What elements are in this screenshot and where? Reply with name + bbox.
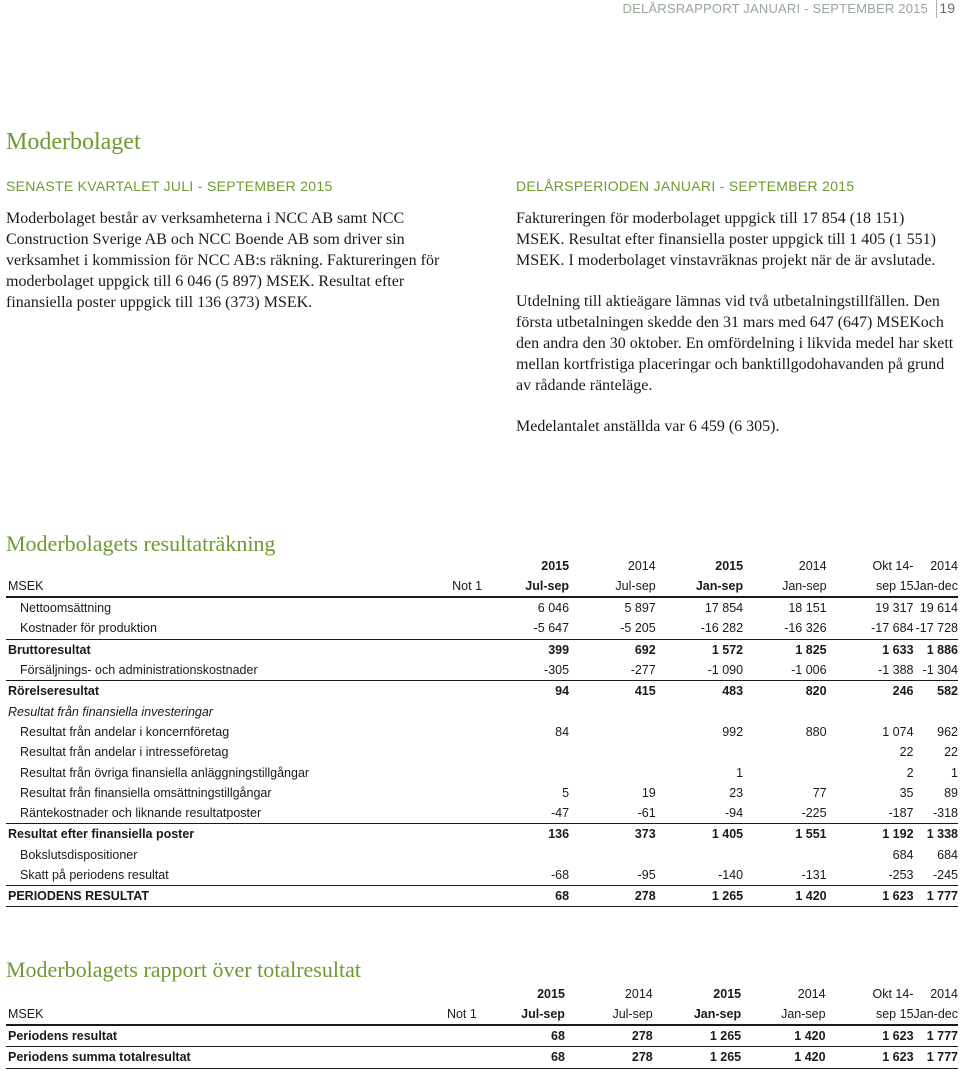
unit-label: MSEK xyxy=(6,1004,296,1025)
row-label: Resultat efter finansiella poster xyxy=(8,827,195,842)
row-label: PERIODENS RESULTAT xyxy=(6,886,482,907)
row-value: 68 xyxy=(482,886,569,907)
table-row xyxy=(6,845,958,865)
page-header xyxy=(0,0,960,24)
row-value: -187 xyxy=(827,803,914,824)
header-row-years xyxy=(6,556,958,576)
table-row xyxy=(6,701,958,721)
column-year-header: 2015 xyxy=(537,987,565,1001)
row-value xyxy=(482,762,569,782)
row-value xyxy=(743,845,827,865)
table-row xyxy=(6,681,958,702)
right-column xyxy=(516,178,956,437)
row-label: Resultat från finansiella investeringar xyxy=(8,704,213,719)
column-period-header: Jul-sep xyxy=(565,1004,653,1025)
column-period-header: Jan-sep xyxy=(741,1004,825,1025)
column-year-header: 2014 xyxy=(930,559,958,573)
row-label: Nettoomsättning xyxy=(20,601,112,616)
row-value: 1 623 xyxy=(826,1025,914,1047)
row-value xyxy=(656,742,743,762)
row-label: Resultat från övriga finansiella anläggningstillgångar xyxy=(20,765,310,780)
row-value: 19 614 xyxy=(919,601,958,616)
row-value: 6 046 xyxy=(537,601,570,616)
row-value: 880 xyxy=(805,724,827,739)
column-period-header: Jan-dec xyxy=(914,1004,958,1025)
row-value: 246 xyxy=(892,684,914,699)
row-label: Periodens summa totalresultat xyxy=(6,1047,477,1068)
column-year-header: 2015 xyxy=(713,987,742,1001)
column-period-header: Jan-dec xyxy=(914,576,958,597)
row-value xyxy=(743,701,827,721)
table-row xyxy=(6,597,958,618)
row-value: 2 xyxy=(906,765,914,780)
row-value: 1 405 xyxy=(711,827,744,842)
row-value: 278 xyxy=(569,886,656,907)
row-value: 89 xyxy=(944,785,958,800)
table-row xyxy=(6,660,958,681)
table-row xyxy=(6,783,958,803)
row-value: 1 xyxy=(951,765,958,780)
header-blank xyxy=(6,556,300,576)
table-row xyxy=(6,618,958,639)
row-value: 1 777 xyxy=(914,886,958,907)
row-value xyxy=(569,701,656,721)
header-blank xyxy=(296,984,477,1004)
row-value: -17 728 xyxy=(914,618,958,639)
column-year-header: 2014 xyxy=(797,987,826,1001)
table-row xyxy=(6,886,958,907)
row-value: -95 xyxy=(569,865,656,886)
row-value: 17 854 xyxy=(704,601,744,616)
column-period-header: Jul-sep xyxy=(477,1004,565,1025)
column-period-header: Jul-sep xyxy=(482,576,569,597)
row-value: 19 xyxy=(641,785,656,800)
header-row-periods xyxy=(6,576,958,597)
row-label: Skatt på periodens resultat xyxy=(6,865,482,886)
row-value: 1 623 xyxy=(827,886,914,907)
row-value: 684 xyxy=(892,847,914,862)
row-value xyxy=(482,742,569,762)
report-title: DELÅRSRAPPORT JANUARI - SEPTEMBER 2015 xyxy=(622,1,928,16)
row-value xyxy=(743,742,827,762)
income-statement-title: Moderbolagets resultaträkning xyxy=(6,531,276,556)
row-value: 1 192 xyxy=(882,827,914,842)
row-value xyxy=(569,722,656,742)
row-value: -5 647 xyxy=(482,618,569,639)
row-value: -1 304 xyxy=(914,660,958,681)
row-value: 373 xyxy=(634,827,656,842)
row-value: -16 326 xyxy=(743,618,827,639)
section-title: Moderbolaget xyxy=(6,129,141,155)
row-value: 1 551 xyxy=(795,827,827,842)
column-year-header: 2014 xyxy=(930,987,958,1001)
row-label: Kostnader för produktion xyxy=(6,618,482,639)
row-value xyxy=(569,762,656,782)
table-row xyxy=(6,639,958,660)
note-label: Not 1 xyxy=(296,1004,477,1025)
row-value: -16 282 xyxy=(656,618,743,639)
right-heading: DELÅRSPERIODEN JANUARI - SEPTEMBER 2015 xyxy=(516,178,855,194)
column-year-header: 2014 xyxy=(624,987,653,1001)
row-value: -140 xyxy=(656,865,743,886)
table-row xyxy=(6,762,958,782)
row-value: 68 xyxy=(477,1025,565,1047)
row-value: 483 xyxy=(722,684,744,699)
row-value: -17 684 xyxy=(827,618,914,639)
row-value: 35 xyxy=(899,785,914,800)
row-value xyxy=(656,845,743,865)
row-value: -225 xyxy=(743,803,827,824)
row-value: 415 xyxy=(634,684,656,699)
row-value: -1 006 xyxy=(743,660,827,681)
row-value xyxy=(569,845,656,865)
row-label: Resultat från andelar i intresseföretag xyxy=(20,745,229,760)
header-row-years xyxy=(6,984,958,1004)
row-label: Periodens resultat xyxy=(6,1025,477,1047)
row-value: 1 265 xyxy=(653,1025,741,1047)
row-value: 1 420 xyxy=(741,1025,825,1047)
row-value: 1 420 xyxy=(743,886,827,907)
left-column xyxy=(6,178,466,313)
row-label: Bruttoresultat xyxy=(8,642,91,657)
row-value: 1 572 xyxy=(711,642,744,657)
row-value: 1 074 xyxy=(882,724,914,739)
row-value: 820 xyxy=(805,684,827,699)
column-period-header: Jan-sep xyxy=(656,576,743,597)
row-value: -1 388 xyxy=(827,660,914,681)
row-value: 1 633 xyxy=(882,642,914,657)
row-value: 84 xyxy=(555,724,570,739)
row-value: 1 xyxy=(736,765,744,780)
table-row xyxy=(6,824,958,845)
row-value: -94 xyxy=(656,803,743,824)
row-value: 278 xyxy=(565,1047,653,1068)
row-value: 5 xyxy=(562,785,570,800)
header-blank xyxy=(6,984,296,1004)
row-label: Bokslutsdispositioner xyxy=(20,847,138,862)
column-year-header: 2015 xyxy=(541,559,570,573)
row-value xyxy=(482,701,569,721)
row-label: Räntekostnader och liknande resultatposter xyxy=(6,803,482,824)
column-period-header: sep 15 xyxy=(827,576,914,597)
row-value xyxy=(743,762,827,782)
row-value: 692 xyxy=(634,642,656,657)
header-blank xyxy=(300,556,483,576)
table-row xyxy=(6,1025,958,1047)
table-row xyxy=(6,865,958,886)
left-paragraph: Moderbolaget består av verksamheterna i NCC AB samt NCC Construction Sverige AB och NCC Boende AB som driver sin verksamhet i kommission för NCC AB:s räkning. Faktureringen för moderbolaget uppgick till 6 046 (5 897) MSEK. Resultat efter finansiella poster uppgick till 136 (373) MSEK. xyxy=(6,210,440,311)
row-value xyxy=(482,845,569,865)
header-divider xyxy=(936,0,937,18)
left-heading: SENASTE KVARTALET JULI - SEPTEMBER 2015 xyxy=(6,178,333,194)
row-value: 1 825 xyxy=(795,642,827,657)
column-year-header: 2014 xyxy=(798,559,827,573)
row-value: 77 xyxy=(812,785,827,800)
row-value: -277 xyxy=(569,660,656,681)
row-value: 1 886 xyxy=(926,642,958,657)
column-period-header: sep 15 xyxy=(826,1004,914,1025)
unit-label: MSEK xyxy=(6,576,300,597)
row-value xyxy=(827,701,914,721)
row-value: 22 xyxy=(944,745,958,760)
row-value: -318 xyxy=(914,803,958,824)
table-row xyxy=(6,722,958,742)
row-value: 22 xyxy=(899,745,914,760)
table-row xyxy=(6,742,958,762)
right-paragraph-1: Faktureringen för moderbolaget uppgick till 17 854 (18 151) MSEK. Resultat efter finansiella poster uppgick till 1 405 (1 551) MSEK. I moderbolaget vinstavräknas projekt när de är avslutade. xyxy=(516,210,936,269)
row-value: 1 777 xyxy=(914,1025,958,1047)
row-value: 1 265 xyxy=(656,886,743,907)
row-label: Resultat från finansiella omsättningstillgångar xyxy=(20,785,272,800)
row-label: Rörelseresultat xyxy=(8,684,100,699)
row-value: -245 xyxy=(914,865,958,886)
row-value: -305 xyxy=(482,660,569,681)
row-value: -47 xyxy=(482,803,569,824)
column-year-header: 2014 xyxy=(627,559,656,573)
row-value: -253 xyxy=(827,865,914,886)
table-row xyxy=(6,803,958,824)
note-label: Not 1 xyxy=(300,576,483,597)
row-label: Resultat från andelar i koncernföretag xyxy=(20,724,230,739)
row-value: 5 897 xyxy=(624,601,656,616)
row-value: 1 265 xyxy=(653,1047,741,1068)
row-value: 1 623 xyxy=(826,1047,914,1068)
right-paragraph-3: Medelantalet anställda var 6 459 (6 305). xyxy=(516,418,780,435)
row-value: -1 090 xyxy=(656,660,743,681)
row-label: Försäljnings- och administrationskostnader xyxy=(6,660,482,681)
column-year-header: Okt 14- xyxy=(872,987,914,1001)
row-value: 962 xyxy=(937,724,958,739)
page-number: 19 xyxy=(939,0,955,16)
row-value: 399 xyxy=(548,642,570,657)
row-value: 18 151 xyxy=(788,601,827,616)
row-value: -131 xyxy=(743,865,827,886)
right-paragraph-2: Utdelning till aktieägare lämnas vid två utbetalningstillfällen. Den första utbetalningen skedde den 31 mars med 647 (647) MSEKoch den andra den 30 oktober. En omfördelning i likvida medel har skett mellan kortfristiga placeringar och banktillgodohavanden på grund av rådande ränteläge. xyxy=(516,293,954,394)
row-value xyxy=(914,701,958,721)
column-period-header: Jan-sep xyxy=(653,1004,741,1025)
column-year-header: 2015 xyxy=(715,559,744,573)
header-row-periods xyxy=(6,1004,958,1025)
row-value: 684 xyxy=(937,847,958,862)
table-row xyxy=(6,1047,958,1068)
row-value: 23 xyxy=(729,785,744,800)
row-value: 582 xyxy=(937,684,958,699)
row-value xyxy=(656,701,743,721)
column-period-header: Jan-sep xyxy=(743,576,827,597)
row-value: 992 xyxy=(722,724,744,739)
row-value: 68 xyxy=(477,1047,565,1068)
column-period-header: Jul-sep xyxy=(569,576,656,597)
row-value: 19 317 xyxy=(875,601,914,616)
row-value: 1 777 xyxy=(914,1047,958,1068)
row-value: 1 420 xyxy=(741,1047,825,1068)
row-value: -5 205 xyxy=(569,618,656,639)
income-statement-table xyxy=(6,556,958,907)
row-value: 94 xyxy=(555,684,570,699)
column-year-header: Okt 14- xyxy=(872,559,914,573)
row-value: 1 338 xyxy=(926,827,958,842)
row-value: 278 xyxy=(565,1025,653,1047)
comprehensive-income-table xyxy=(6,984,958,1069)
row-value: -61 xyxy=(569,803,656,824)
row-value: -68 xyxy=(482,865,569,886)
row-value xyxy=(569,742,656,762)
comprehensive-income-title: Moderbolagets rapport över totalresultat xyxy=(6,957,361,982)
row-value: 136 xyxy=(548,827,570,842)
